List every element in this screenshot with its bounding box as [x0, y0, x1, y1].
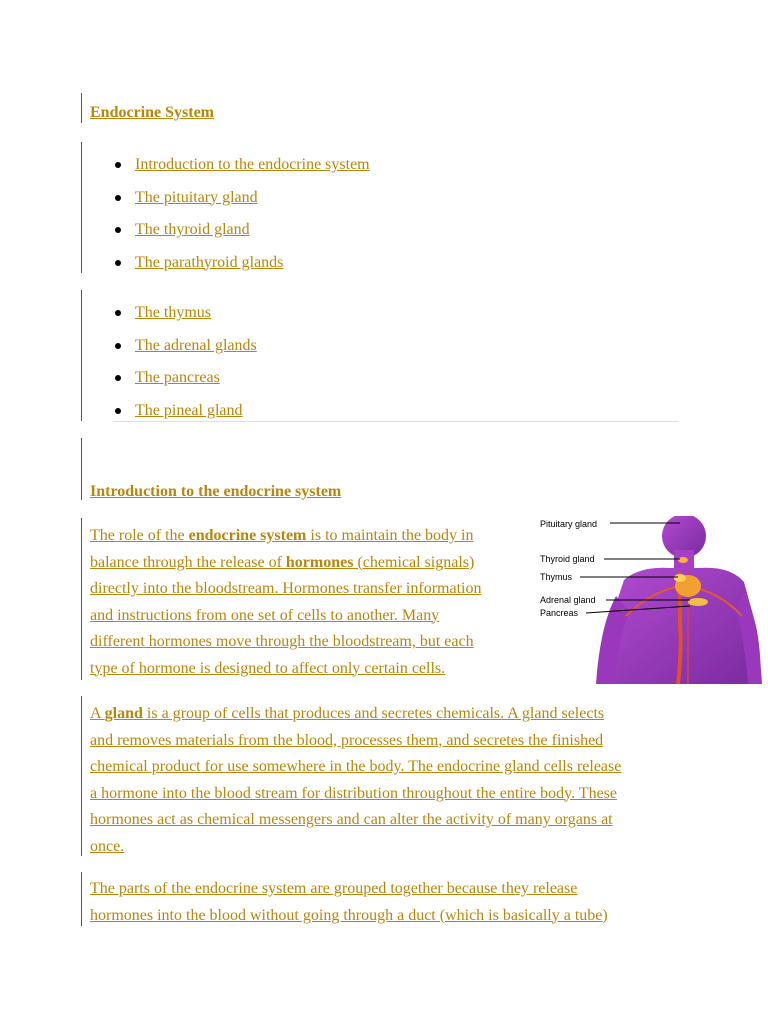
endocrine-diagram-image [530, 516, 762, 684]
bullet-icon [115, 162, 121, 168]
figure-label: Thymus [540, 572, 573, 582]
margin-bar [81, 696, 82, 856]
text-line: and instructions from one set of cells to another. Many [90, 606, 440, 624]
list-item [90, 155, 370, 188]
text-line: type of hormone is designed to affect only certain cells. [90, 659, 446, 677]
bold-term: endocrine system [188, 527, 307, 544]
bullet-icon [115, 408, 121, 414]
margin-bar [81, 518, 82, 680]
text: The role of the [90, 527, 189, 544]
toc-link[interactable]: Introduction to the endocrine system [135, 156, 370, 173]
bold-term: gland [104, 705, 143, 722]
text-line: hormones into the blood without going through a duct (which is basically a tube) [90, 906, 608, 924]
list-item [90, 368, 257, 401]
text-line: different hormones move through the bloodstream, but each [90, 633, 474, 650]
toc-list-2 [90, 303, 257, 433]
list-item [90, 336, 257, 369]
margin-bar [81, 872, 82, 926]
toc-link[interactable]: The adrenal glands [135, 336, 257, 354]
toc-link[interactable]: The pituitary gland [135, 188, 258, 206]
text-line: directly into the bloodstream. Hormones transfer information [90, 580, 482, 597]
text: A [90, 705, 105, 722]
bullet-icon [115, 227, 121, 233]
list-item [90, 188, 370, 221]
toc-list-1 [90, 155, 370, 285]
figure-label: Thyroid gland [540, 554, 595, 564]
paragraph-intro[interactable] [90, 523, 530, 682]
text-line: once. [90, 837, 125, 855]
bullet-icon [115, 343, 121, 349]
text-line: hormones act as chemical messengers and can alter the activity of many organs at [90, 811, 613, 828]
divider [113, 421, 678, 422]
margin-bar [81, 438, 82, 500]
page-title[interactable]: Endocrine System [90, 104, 214, 121]
pancreas-shape [688, 598, 708, 606]
bold-term: hormones [285, 553, 354, 571]
figure-label: Pancreas [540, 608, 579, 618]
paragraph-gland[interactable] [90, 701, 690, 860]
thymus-shape [674, 574, 686, 582]
figure-label: Pituitary gland [540, 519, 598, 529]
text: (chemical signals) [353, 553, 475, 571]
toc-link[interactable]: The pineal gland [135, 401, 243, 419]
text-line: The parts of the endocrine system are grouped together because they release [90, 880, 578, 897]
margin-bar [81, 290, 82, 421]
toc-link[interactable]: The pancreas [135, 369, 220, 386]
text-line: chemical product for use somewhere in the body. The endocrine gland cells release [90, 758, 622, 775]
paragraph-parts[interactable] [90, 876, 690, 929]
text: balance through the release of [90, 553, 286, 571]
text-line: and removes materials from the blood, processes them, and secretes the finished [90, 731, 604, 749]
section-heading[interactable]: Introduction to the endocrine system [90, 483, 342, 500]
figure-label: Adrenal gland [540, 595, 596, 605]
margin-bar [81, 93, 82, 123]
thyroid-shape [678, 557, 688, 563]
bullet-icon [115, 310, 121, 316]
toc-link[interactable]: The thymus [135, 304, 211, 321]
bullet-icon [115, 375, 121, 381]
toc-link[interactable]: The thyroid gland [135, 221, 250, 238]
bullet-icon [115, 260, 121, 266]
list-item [90, 303, 257, 336]
text: is to maintain the body in [306, 527, 474, 544]
margin-bar [81, 142, 82, 273]
text-line: a hormone into the blood stream for distribution throughout the entire body. These [90, 784, 618, 802]
toc-link[interactable]: The parathyroid glands [135, 253, 284, 271]
text: is a group of cells that produces and secretes chemicals. A gland selects [142, 705, 605, 722]
list-item [90, 220, 370, 253]
bullet-icon [115, 195, 121, 201]
list-item [90, 401, 257, 434]
list-item [90, 253, 370, 286]
